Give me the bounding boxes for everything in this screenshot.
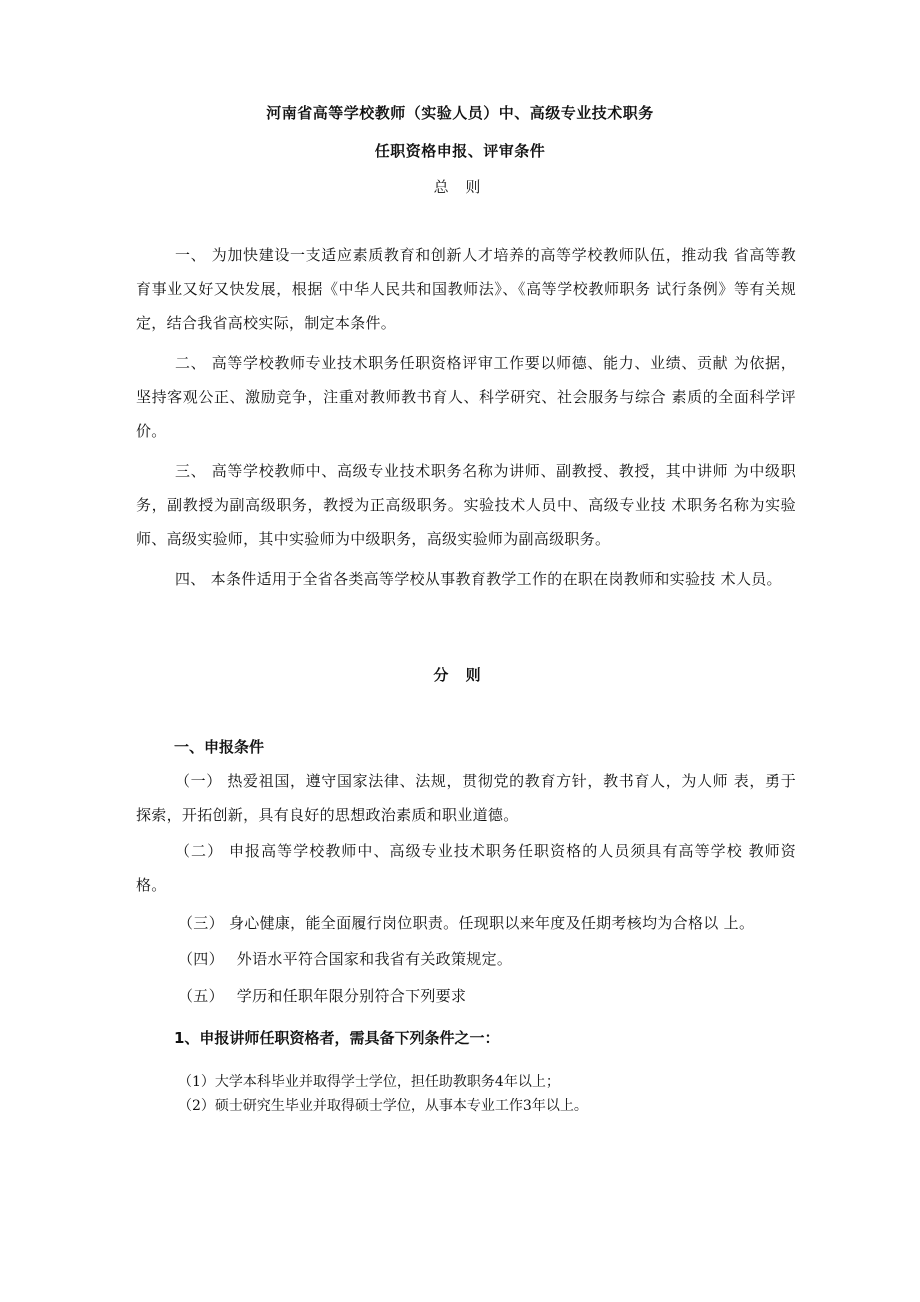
general-paragraph-1: 一、 为加快建设一支适应素质教育和创新人才培养的高等学校教师队伍，推动我 省高等教育事业又好又快发展，根据《中华人民共和国教师法》、《高等学校教师职务 试行条例》等有关规定，结合我省高校实际，制定本条件。 [136, 246, 796, 332]
condition-3: （三） 身心健康，能全面履行岗位职责。任现职以来年度及任期考核均为合格以 上。 [178, 914, 755, 932]
condition-4: （四） 外语水平符合国家和我省有关政策规定。 [178, 950, 513, 968]
lecturer-requirement-2: （2）硕士研究生毕业并取得硕士学位，从事本专业工作3年以上。 [178, 1098, 588, 1114]
document-title-line2: 任职资格申报、评审条件 [374, 142, 546, 160]
detailed-provisions-heading: 分 则 [433, 666, 487, 684]
lecturer-requirement-1: （1）大学本科毕业并取得学士学位，担任助教职务4年以上； [178, 1074, 560, 1090]
document-title-line1: 河南省高等学校教师（实验人员）中、高级专业技术职务 [266, 104, 654, 122]
condition-5: （五） 学历和任职年限分别符合下列要求 [178, 987, 467, 1005]
general-paragraph-3: 三、 高等学校教师中、高级专业技术职务名称为讲师、副教授、教授，其中讲师 为中级职务，副教授为副高级职务，教授为正高级职务。实验技术人员中、高级专业技 术职务名称为实验师、高级实验师，其中实验师为中级职务，高级实验师为副高级职务。 [136, 462, 796, 548]
general-provisions-heading: 总 则 [433, 178, 487, 196]
application-conditions-heading: 一、申报条件 [174, 738, 265, 756]
condition-1: （一） 热爱祖国，遵守国家法律、法规，贯彻党的教育方针，教书育人，为人师 表，勇于探索，开拓创新，具有良好的思想政治素质和职业道德。 [136, 772, 796, 824]
lecturer-requirements-heading: 1、申报讲师任职资格者，需具备下列条件之一： [174, 1029, 500, 1047]
general-paragraph-2: 二、 高等学校教师专业技术职务任职资格评审工作要以师德、能力、业绩、贡献 为依据，坚持客观公正、激励竞争，注重对教师教书育人、科学研究、社会服务与综合 素质的全面科学评价。 [136, 354, 796, 440]
condition-2: （二） 申报高等学校教师中、高级专业技术职务任职资格的人员须具有高等学校 教师资格。 [136, 842, 796, 894]
general-paragraph-4: 四、 本条件适用于全省各类高等学校从事教育教学工作的在职在岗教师和实验技 术人员。 [175, 570, 782, 588]
